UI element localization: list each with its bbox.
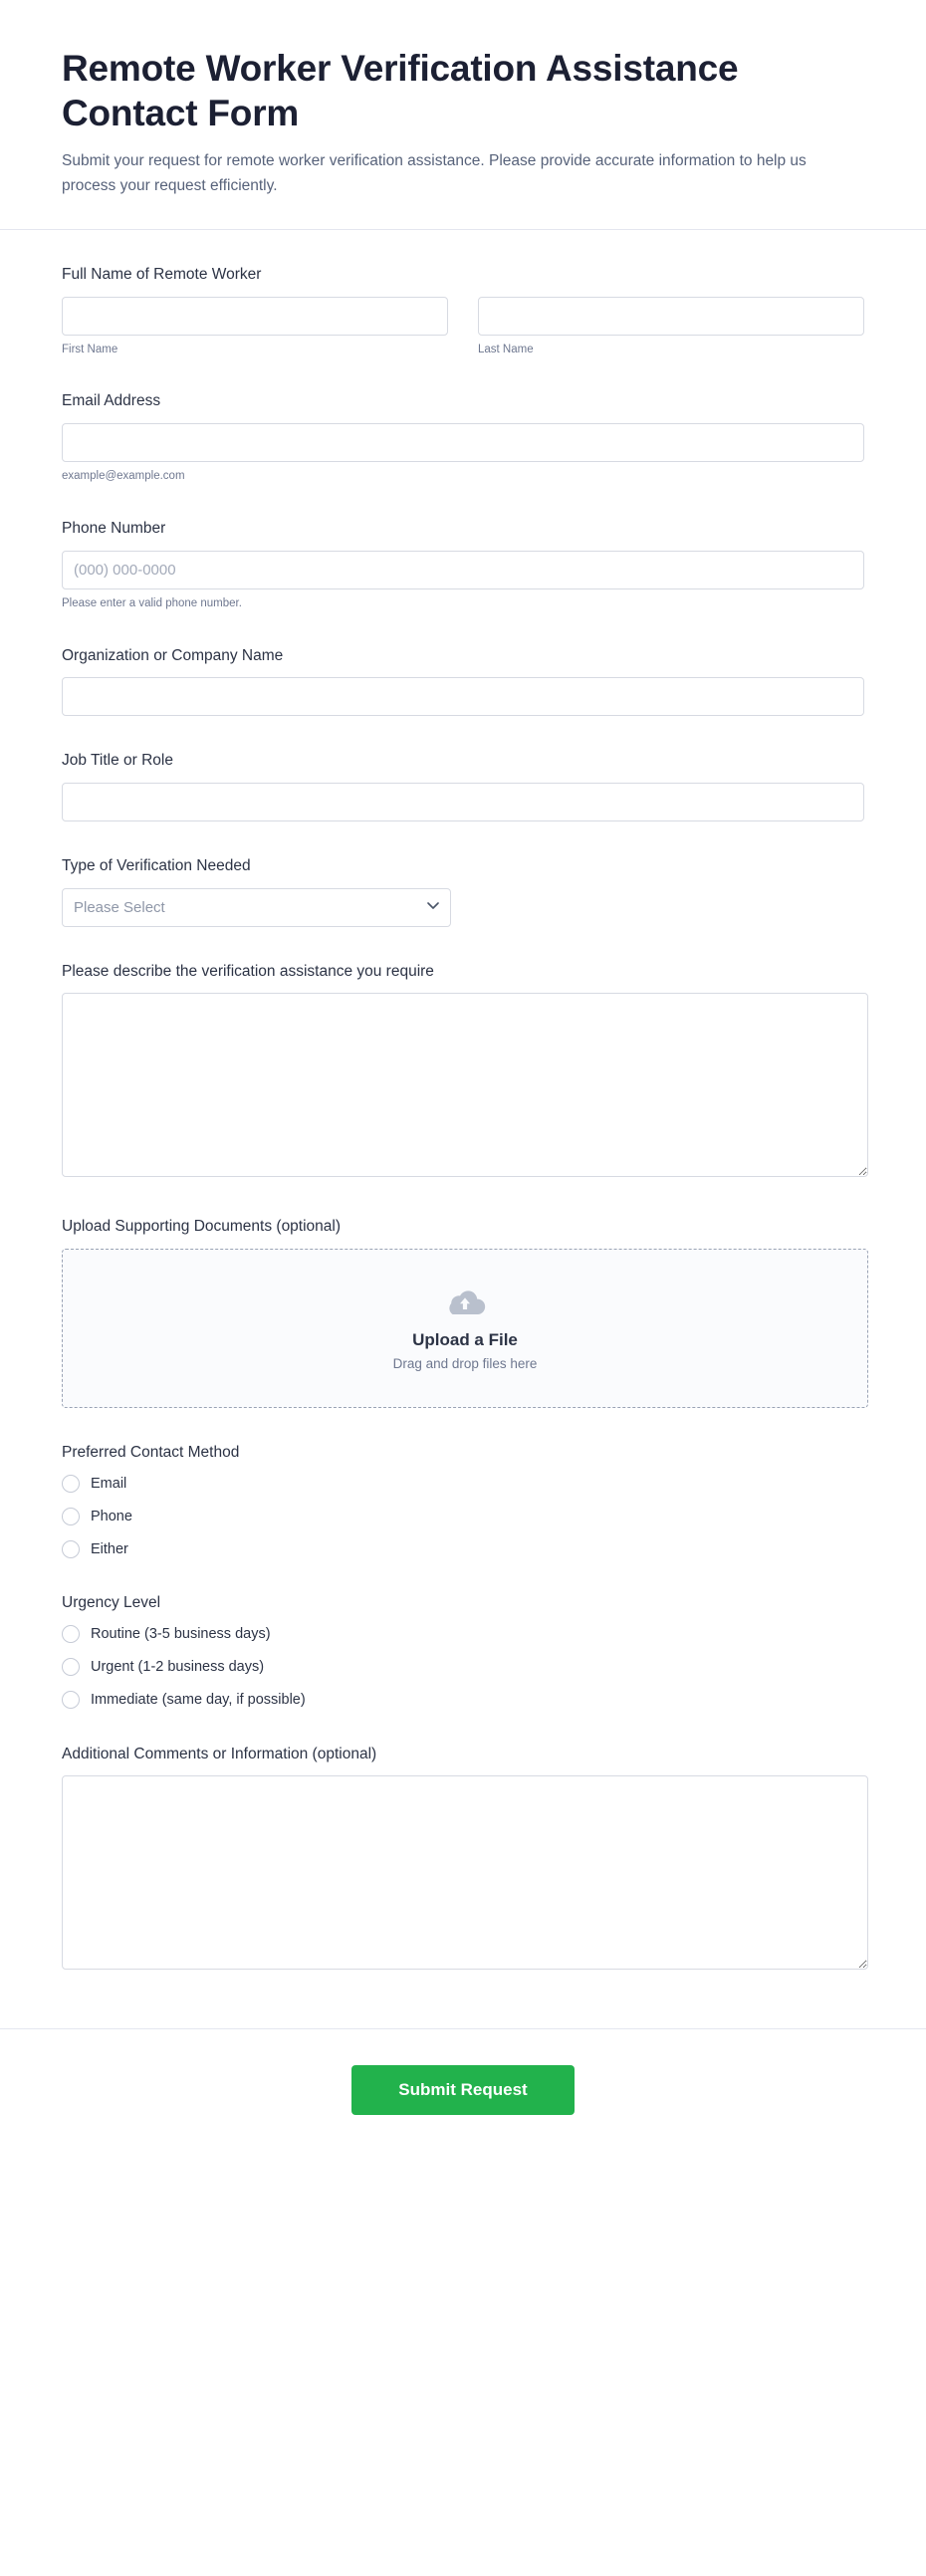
radio-label: Either (91, 1540, 128, 1557)
form-footer (0, 2028, 926, 2163)
page-title: Remote Worker Verification Assistance Contact Form (62, 48, 739, 134)
upload-a-file-text: Upload a File (412, 1329, 518, 1349)
radio-label: Email (91, 1475, 127, 1492)
form-body (0, 230, 926, 2028)
submit-request-button[interactable]: Submit Request (351, 2065, 575, 2115)
verification-type-select-wrap (62, 888, 451, 927)
field-contact-method (62, 1442, 864, 1558)
radio-circle-icon[interactable] (62, 1475, 80, 1493)
last-name-input[interactable] (478, 297, 864, 336)
urgency-radio-group (62, 1625, 864, 1710)
full-name-label: Full Name of Remote Worker (62, 265, 262, 283)
radio-circle-icon[interactable] (62, 1691, 80, 1709)
radio-label: Phone (91, 1508, 132, 1524)
email-input[interactable] (62, 423, 864, 462)
radio-circle-icon[interactable] (62, 1540, 80, 1558)
first-name-sublabel: First Name (62, 343, 118, 355)
radio-label: Urgent (1-2 business days) (91, 1658, 265, 1675)
field-full-name (62, 264, 864, 357)
field-upload (62, 1216, 864, 1408)
cloud-upload-icon (443, 1287, 487, 1318)
last-name-sublabel: Last Name (478, 343, 534, 355)
radio-circle-icon[interactable] (62, 1625, 80, 1643)
full-name-row (62, 297, 864, 357)
verification-type-label: Type of Verification Needed (62, 857, 251, 875)
comments-label: Additional Comments or Information (optional) (62, 1745, 377, 1762)
description-label: Please describe the verification assistance you require (62, 962, 434, 980)
verification-type-select[interactable] (62, 888, 451, 927)
radio-label: Routine (3-5 business days) (91, 1626, 271, 1643)
radio-urgency-immediate[interactable] (62, 1691, 864, 1710)
phone-input[interactable] (62, 551, 864, 589)
field-description (62, 961, 864, 1183)
field-urgency-level (62, 1592, 864, 1709)
upload-hint-text: Drag and drop files here (392, 1355, 538, 1371)
description-textarea[interactable] (62, 993, 868, 1177)
organization-input[interactable] (62, 677, 864, 716)
radio-urgency-routine[interactable] (62, 1625, 864, 1644)
last-name-col (478, 297, 864, 357)
field-verification-type (62, 855, 864, 927)
organization-label: Organization or Company Name (62, 646, 284, 664)
comments-textarea[interactable] (62, 1775, 868, 1970)
phone-label: Phone Number (62, 520, 166, 538)
field-email (62, 390, 864, 484)
radio-circle-icon[interactable] (62, 1508, 80, 1525)
job-title-label: Job Title or Role (62, 752, 173, 770)
file-upload-dropzone[interactable] (62, 1249, 868, 1408)
email-sublabel: example@example.com (62, 470, 185, 483)
urgency-level-label: Urgency Level (62, 1594, 161, 1612)
field-organization (62, 645, 864, 717)
radio-contact-either[interactable] (62, 1540, 864, 1559)
radio-circle-icon[interactable] (62, 1658, 80, 1676)
field-job-title (62, 750, 864, 821)
phone-sublabel: Please enter a valid phone number. (62, 596, 242, 609)
form-subtitle: Submit your request for remote worker verification assistance. Please provide accurate information to help us process your request efficiently. (62, 152, 807, 195)
field-comments (62, 1744, 864, 1976)
upload-label: Upload Supporting Documents (optional) (62, 1218, 342, 1236)
contact-method-radio-group (62, 1475, 864, 1559)
first-name-input[interactable] (62, 297, 448, 336)
email-label: Email Address (62, 392, 161, 410)
radio-label: Immediate (same day, if possible) (91, 1691, 306, 1708)
contact-method-label: Preferred Contact Method (62, 1444, 240, 1462)
radio-contact-phone[interactable] (62, 1508, 864, 1526)
form-header (0, 0, 926, 230)
job-title-input[interactable] (62, 783, 864, 821)
first-name-col (62, 297, 448, 357)
field-phone (62, 518, 864, 611)
radio-urgency-urgent[interactable] (62, 1658, 864, 1677)
radio-contact-email[interactable] (62, 1475, 864, 1494)
